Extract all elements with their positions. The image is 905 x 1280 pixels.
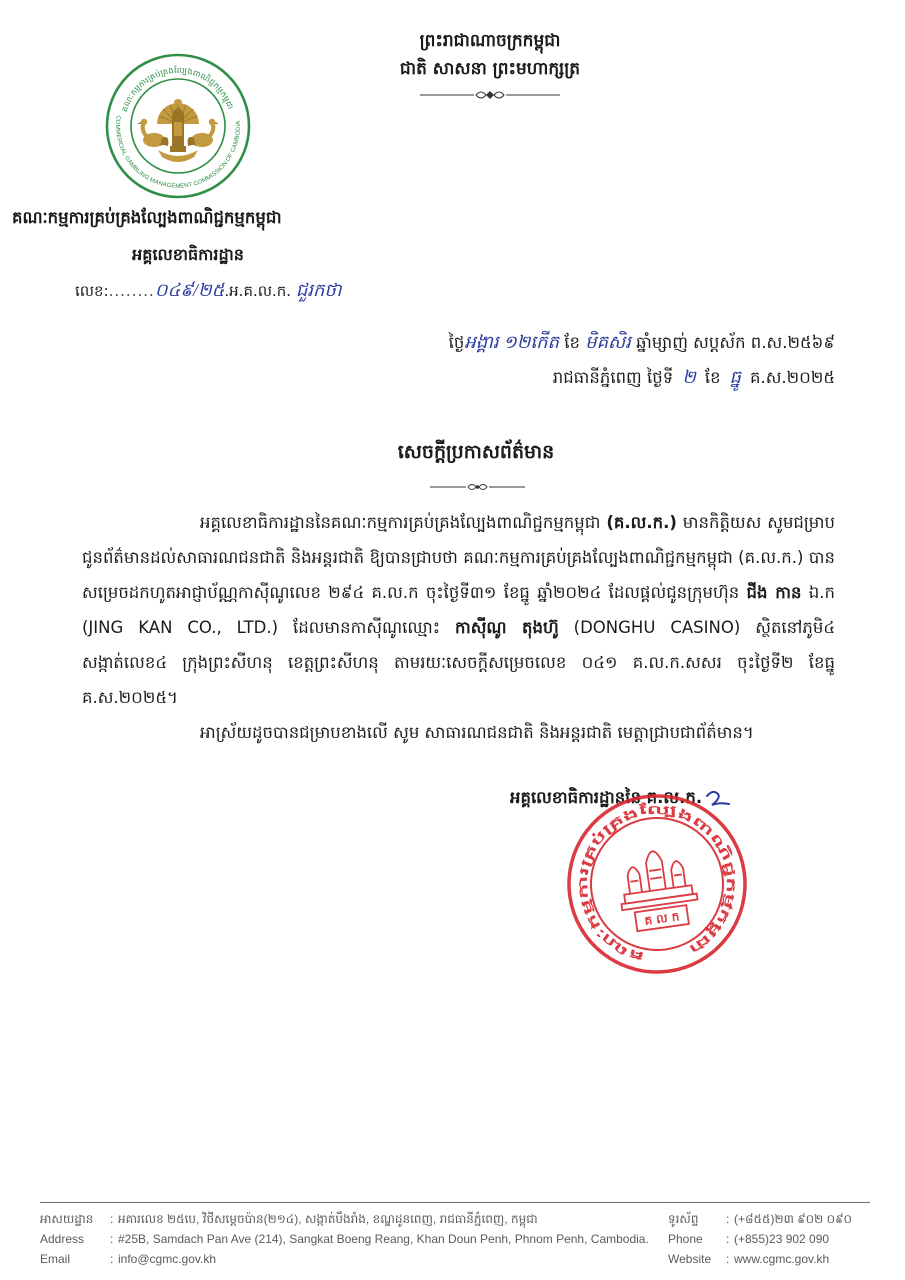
gregorian-month-label: ខែ: [704, 368, 721, 387]
footer-address-km-value: អគារលេខ ២៥បេ, វិថីសម្តេចប៉ាន(២១៤), សង្កាត់បឹងរាំង, ខណ្ឌដូនពេញ, រាជធានីភ្នំពេញ, កម្ពុជា: [118, 1212, 538, 1226]
signature-block: [82, 780, 835, 990]
lunar-date-line: [315, 328, 835, 357]
footer-address-km-label: អាសយដ្ឋាន: [40, 1212, 94, 1226]
reference-label: លេខ:: [75, 282, 109, 300]
seal-ring-text: គណៈកម្មការគ្រប់គ្រងល្បែងពាណិជ្ជកម្មកម្ពុជា: [576, 802, 739, 964]
paragraph-segment: មានកិត្តិយស សូមជម្រាបជូនព័ត៌មានដល់សាធារណជនជាតិ និងអន្តរជាតិ ឱ្យបានជ្រាបថា គណៈកម្មការគ្រប់គ្រងល្បែងពាណិជ្ជកម្មកម្ពុជា (គ.ល.ក.) បានសម្រេចដកហូតអាជ្ញាប័ណ្ណកាស៊ីណូលេខ ២៩៤ គ.ល.ក ចុះថ្ងៃទី៣១ ខែធ្នូ ឆ្នាំ២០២៤ ដែលផ្តល់ជូនក្រុមហ៊ុន: [82, 513, 835, 602]
issuer-department: អគ្គលេខាធិការដ្ឋាន: [132, 245, 244, 264]
footer-email-value: info@cgmc.gov.kh: [118, 1252, 216, 1266]
gregorian-month: ធ្នូ: [729, 367, 741, 387]
footer-address-en-label: Address: [40, 1232, 85, 1246]
notice-paragraph-1: [82, 505, 835, 715]
footer-phone-km-label: ទូរស័ព្ទ: [668, 1212, 699, 1226]
footer-phone-en-value: (+855)23 902 090: [734, 1232, 830, 1246]
place-day-label: រាជធានីភ្នំពេញ ថ្ងៃទី: [552, 368, 674, 387]
footer-phone-en-label: Phone: [668, 1232, 703, 1246]
footer-rule: [40, 1202, 870, 1203]
casino-name-km: កាស៊ីណូ តុងហ៊ូ: [455, 618, 559, 637]
kingdom-heading: ព្រះរាជាណាចក្រកម្ពុជា: [419, 31, 561, 51]
reference-number: ០៤៩/២៥: [154, 280, 225, 300]
reference-suffix: .អ.គ.ល.ក.: [224, 282, 292, 300]
lunar-month-label: ខែ: [564, 333, 580, 352]
footer-address-en-value: #25B, Samdach Pan Ave (214), Sangkat Boeng Reang, Khan Doun Penh, Phnom Penh, Cambodia.: [118, 1232, 649, 1246]
lunar-date-day: អង្គារ ១២កើត: [464, 332, 559, 352]
lunar-date-prefix: ថ្ងៃ: [448, 333, 465, 352]
footer-website: [668, 1250, 873, 1269]
logo-ring-text-en: COMMERCIAL GAMBLING MANAGEMENT COMMISSION OF CAMBODIA: [113, 114, 243, 190]
paragraph-segment: ឯ.ក (JING KAN CO., LTD.) ដែលមានកាស៊ីណូឈ្មោះ: [82, 583, 835, 637]
lunar-month: មិគសិរ: [585, 332, 631, 352]
footer-email: [40, 1250, 665, 1269]
footer-separator: :: [110, 1212, 114, 1226]
notice-paragraph-2: អាស្រ័យដូចបានជម្រាបខាងលើ សូម សាធារណជនជាតិ និងអន្តរជាតិ មេត្តាជ្រាបជាព័ត៌មាន។: [200, 723, 754, 742]
reference-dots: ........: [108, 282, 155, 300]
company-name-km: ជីង កាន: [746, 583, 802, 602]
footer-separator: :: [726, 1252, 730, 1266]
footer-website-value: www.cgmc.gov.kh: [734, 1252, 830, 1266]
footer-address-en: [40, 1230, 665, 1249]
paragraph-segment: អគ្គលេខាធិការដ្ឋាននៃគណៈកម្មការគ្រប់គ្រងល្បែងពាណិជ្ជកម្មកម្ពុជា: [200, 513, 607, 532]
footer-phone-km: [668, 1210, 873, 1229]
official-seal: [565, 792, 749, 976]
gregorian-year: គ.ស.២០២៥: [749, 368, 835, 387]
footer-website-label: Website: [668, 1252, 712, 1266]
issuer-organization: គណៈកម្មការគ្រប់គ្រងល្បែងពាណិជ្ជកម្មកម្ពុជា: [12, 208, 282, 227]
reference-line: [75, 276, 375, 305]
reference-handwritten-note: ជួរកថា: [295, 280, 342, 300]
gregorian-day: ២: [682, 367, 696, 387]
header-ornament: [420, 89, 560, 101]
footer-separator: :: [726, 1212, 730, 1226]
footer-address-km: [40, 1210, 665, 1229]
lunar-year: ឆ្នាំម្សាញ់ សប្តស័ក ព.ស.២៥៦៩: [636, 333, 835, 352]
paragraph-segment: (DONGHU CASINO) ស្ថិតនៅភូមិ៤ សង្កាត់លេខ៤ ក្រុងព្រះសីហនុ ខេត្តព្រះសីហនុ តាមរយៈសេចក្តីសម្រេចលេខ ០៤១ គ.ល.ក.សសរ ចុះថ្ងៃទី២ ខែធ្នូ គ.ស.២០២៥។: [82, 618, 835, 707]
footer-phone-en: [668, 1230, 873, 1249]
footer-email-label: Email: [40, 1252, 71, 1266]
notice-body: [82, 432, 835, 1192]
paragraph-segment-cglc: (គ.ល.ក.): [606, 513, 677, 532]
footer-separator: :: [110, 1232, 114, 1246]
signature-title: អគ្គលេខាធិការដ្ឋាននៃ គ.ល.ក.: [510, 788, 703, 807]
seal-center-text: គ ល ក: [643, 909, 681, 929]
notice-title: សេចក្តីប្រកាសព័ត៌មាន: [397, 441, 555, 463]
logo-ring-text-km: គណៈកម្មការគ្រប់គ្រងល្បែងពាណិជ្ជកម្មកម្ពុជា: [120, 65, 235, 113]
footer-separator: :: [110, 1252, 114, 1266]
footer-phone-km-value: (+៨៥៥)២៣ ៩០២ ០៩០: [734, 1212, 853, 1226]
motto-heading: ជាតិ សាសនា ព្រះមហាក្សត្រ: [399, 59, 581, 79]
footer-separator: :: [726, 1232, 730, 1246]
cgmc-logo: [102, 50, 254, 202]
gregorian-date-line: [315, 363, 835, 392]
title-ornament: [430, 482, 525, 492]
